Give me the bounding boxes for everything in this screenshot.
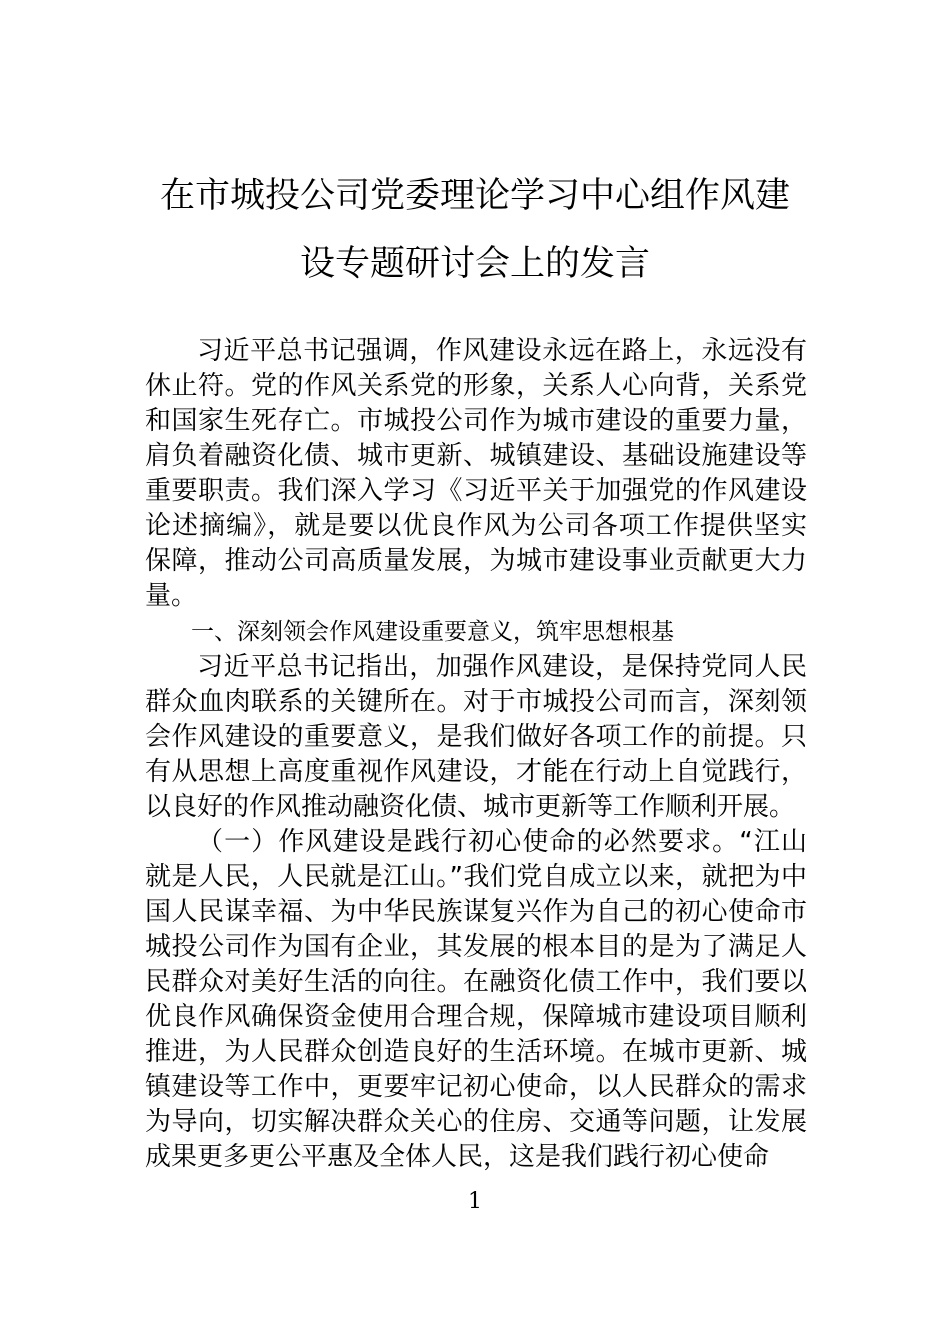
document-body: [145, 334, 807, 1175]
document-title-line-1: 在市城投公司党委理论学习中心组作风建: [159, 176, 790, 216]
paragraph-intro: 习近平总书记强调，作风建设永远在路上，永远没有休止符。党的作风关系党的形象，关系人心向背，关系党和国家生死存亡。市城投公司作为城市建设的重要力量，肩负着融资化债、城市更新、城镇建设、基础设施建设等重要职责。我们深入学习《习近平关于加强党的作风建设论述摘编》，就是要以优良作风为公司各项工作提供坚实保障，推动公司高质量发展，为城市建设事业贡献更大力量。: [145, 336, 807, 611]
paragraph-section-1: 习近平总书记指出，加强作风建设，是保持党同人民群众血肉联系的关键所在。对于市城投公司而言，深刻领会作风建设的重要意义，是我们做好各项工作的前提。只有从思想上高度重视作风建设，才能在行动上自觉践行，以良好的作风推动融资化债、城市更新等工作顺利开展。: [145, 652, 807, 822]
paragraph-subsection-1: （一）作风建设是践行初心使命的必然要求。“江山就是人民，人民就是江山。”我们党自成立以来，就把为中国人民谋幸福、为中华民族谋复兴作为自己的初心使命市城投公司作为国有企业，其发展的根本目的是为了满足人民群众对美好生活的向往。在融资化债工作中，我们要以优良作风确保资金使用合理合规，保障城市建设项目顺利推进，为人民群众创造良好的生活环境。在城市更新、城镇建设等工作中，更要牢记初心使命，以人民群众的需求为导向，切实解决群众关心的住房、交通等问题，让发展成果更多更公平惠及全体人民，这是我们践行初心使命: [145, 827, 807, 1172]
document-title-line-2: 设专题研讨会上的发言: [299, 244, 650, 284]
page-number: 1: [468, 1189, 482, 1214]
section-heading-1: 一、深刻领会作风建设重要意义，筑牢思想根基: [191, 619, 674, 645]
